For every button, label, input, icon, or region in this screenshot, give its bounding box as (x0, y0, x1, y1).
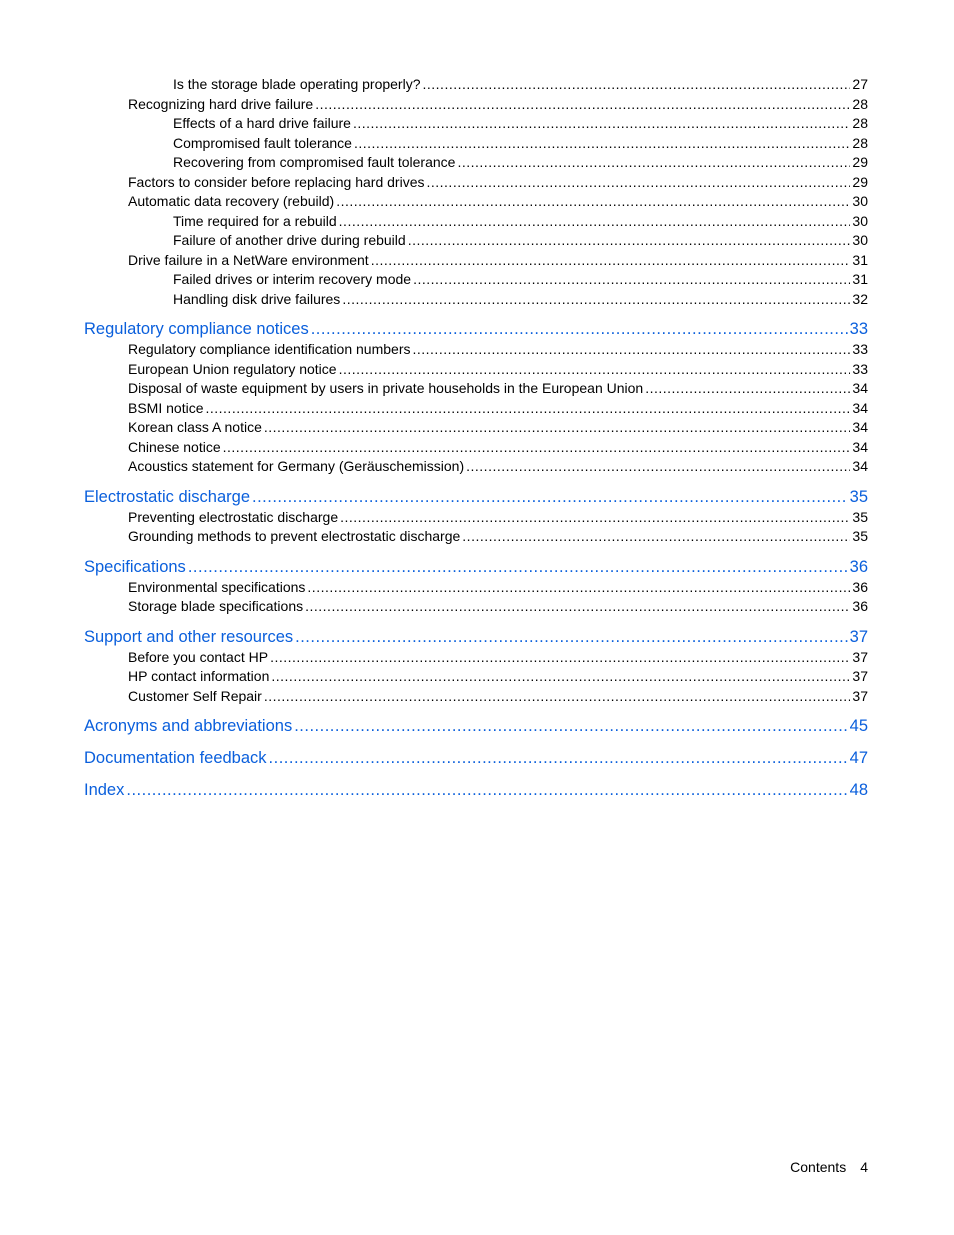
toc-section-entry[interactable] (84, 95, 868, 115)
footer-section-label: Contents (790, 1159, 847, 1175)
toc-entry-title: Before you contact HP (128, 648, 269, 665)
toc-chapter-entry[interactable] (84, 715, 868, 737)
toc-page-number: 33 (852, 341, 868, 357)
toc-section-entry[interactable] (84, 212, 868, 232)
toc-chapter-entry[interactable] (84, 318, 868, 340)
toc-page-number: 47 (849, 749, 868, 767)
toc-dot-leader (371, 251, 851, 271)
toc-entry-title: Storage blade specifications (128, 598, 304, 614)
toc-dot-leader (354, 134, 850, 154)
toc-dot-leader (295, 626, 848, 648)
toc-page-number: 30 (852, 193, 868, 209)
toc-page-number: 34 (852, 419, 868, 435)
toc-section-entry[interactable] (84, 75, 868, 95)
toc-section-entry[interactable] (84, 667, 868, 687)
toc-chapter-entry[interactable] (84, 556, 868, 578)
toc-dot-leader (339, 212, 851, 232)
toc-page-number: 37 (849, 627, 868, 646)
toc-dot-leader (264, 418, 851, 438)
toc-section-entry[interactable] (84, 340, 868, 360)
toc-page-number: 48 (849, 781, 868, 799)
footer-page-number: 4 (860, 1159, 868, 1175)
toc-dot-leader (311, 318, 848, 340)
toc-dot-leader (315, 95, 850, 115)
toc-section-entry[interactable] (84, 134, 868, 154)
toc-entry-title: Effects of a hard drive failure (173, 115, 351, 131)
toc-section-entry[interactable] (84, 379, 868, 399)
toc-entry-title: Environmental specifications (128, 578, 306, 595)
toc-dot-leader (126, 779, 847, 801)
toc-dot-leader (264, 687, 851, 707)
toc-dot-leader (457, 153, 850, 173)
toc-entry-title: Customer Self Repair (128, 687, 262, 704)
toc-page-number: 30 (852, 212, 868, 229)
toc-page-number: 36 (852, 598, 868, 614)
toc-dot-leader (252, 486, 848, 508)
toc-page-number: 31 (852, 251, 868, 268)
toc-dot-leader (294, 715, 847, 737)
toc-chapter-entry[interactable] (84, 486, 868, 508)
toc-dot-leader (645, 379, 850, 399)
toc-page-number: 45 (849, 717, 868, 735)
toc-section-entry[interactable] (84, 648, 868, 668)
toc-dot-leader (462, 527, 850, 547)
toc-section-entry[interactable] (84, 457, 868, 477)
toc-entry-title: Is the storage blade operating properly? (173, 76, 421, 92)
toc-section-entry[interactable] (84, 290, 868, 310)
toc-section-entry[interactable] (84, 270, 868, 290)
toc-dot-leader (271, 667, 850, 687)
toc-page-number: 36 (849, 557, 868, 576)
toc-page-number: 29 (852, 173, 868, 190)
toc-entry-title: Preventing electrostatic discharge (128, 508, 339, 525)
toc-dot-leader (426, 173, 850, 193)
toc-dot-leader (466, 457, 850, 477)
toc-entry-title: Factors to consider before replacing hard drives (128, 173, 425, 190)
toc-section-entry[interactable] (84, 360, 868, 380)
toc-page-number: 34 (852, 438, 868, 455)
toc-dot-leader (408, 231, 851, 251)
toc-entry-title: Electrostatic discharge (84, 487, 250, 506)
toc-chapter-entry[interactable] (84, 779, 868, 801)
toc-dot-leader (339, 360, 851, 380)
toc-dot-leader (188, 556, 848, 578)
table-of-contents (84, 75, 868, 801)
toc-page-number: 34 (852, 458, 868, 474)
toc-entry-title: Korean class A notice (128, 419, 262, 435)
toc-page-number: 37 (852, 648, 868, 665)
toc-entry-title: Automatic data recovery (rebuild) (128, 193, 335, 209)
toc-entry-title: Specifications (84, 557, 186, 576)
toc-page-number: 32 (852, 290, 868, 307)
toc-entry-title: Handling disk drive failures (173, 290, 341, 307)
toc-dot-leader (270, 648, 850, 668)
toc-entry-title: Support and other resources (84, 627, 294, 646)
toc-page-number: 34 (852, 399, 868, 416)
toc-section-entry[interactable] (84, 114, 868, 134)
toc-entry-title: Documentation feedback (84, 749, 267, 767)
toc-page-number: 29 (852, 154, 868, 170)
toc-dot-leader (336, 192, 850, 212)
toc-page-number: 28 (852, 115, 868, 131)
toc-dot-leader (269, 747, 848, 769)
toc-page-number: 34 (852, 380, 868, 396)
toc-entry-title: Index (84, 781, 125, 799)
toc-section-entry[interactable] (84, 687, 868, 707)
toc-entry-title: Failed drives or interim recovery mode (173, 271, 412, 287)
toc-entry-title: Drive failure in a NetWare environment (128, 251, 369, 268)
toc-entry-title: Regulatory compliance notices (84, 320, 309, 338)
toc-entry-title: Acoustics statement for Germany (Geräuschemission) (128, 458, 465, 474)
toc-page-number: 33 (852, 360, 868, 377)
toc-section-entry[interactable] (84, 192, 868, 212)
toc-dot-leader (342, 290, 850, 310)
toc-page-number: 37 (852, 687, 868, 704)
toc-page-number: 36 (852, 578, 868, 595)
toc-entry-title: Disposal of waste equipment by users in private households in the European Union (128, 380, 644, 396)
toc-chapter-entry[interactable] (84, 626, 868, 648)
toc-page-number: 35 (849, 487, 868, 506)
toc-entry-title: European Union regulatory notice (128, 360, 337, 377)
toc-entry-title: Grounding methods to prevent electrostatic discharge (128, 528, 461, 544)
toc-dot-leader (340, 508, 850, 528)
toc-page-number: 35 (852, 528, 868, 544)
toc-section-entry[interactable] (84, 578, 868, 598)
toc-page-number: 33 (849, 320, 868, 338)
toc-entry-title: Chinese notice (128, 438, 221, 455)
toc-entry-title: Recognizing hard drive failure (128, 95, 314, 112)
toc-entry-title: Recovering from compromised fault tolerance (173, 154, 456, 170)
toc-section-entry[interactable] (84, 527, 868, 547)
toc-dot-leader (413, 270, 850, 290)
toc-chapter-entry[interactable] (84, 747, 868, 769)
toc-entry-title: Regulatory compliance identification numbers (128, 341, 411, 357)
toc-entry-title: Failure of another drive during rebuild (173, 232, 406, 248)
toc-page-number: 28 (852, 95, 868, 112)
toc-section-entry[interactable] (84, 438, 868, 458)
toc-dot-leader (205, 399, 850, 419)
toc-dot-leader (353, 114, 850, 134)
page-footer (790, 1158, 868, 1177)
toc-section-entry[interactable] (84, 597, 868, 617)
toc-page-number: 35 (852, 508, 868, 525)
toc-entry-title: Time required for a rebuild (173, 212, 337, 229)
toc-section-entry[interactable] (84, 399, 868, 419)
toc-dot-leader (223, 438, 851, 458)
toc-page-number: 30 (852, 232, 868, 248)
toc-dot-leader (305, 597, 850, 617)
toc-section-entry[interactable] (84, 418, 868, 438)
toc-dot-leader (412, 340, 850, 360)
toc-page-number: 37 (852, 668, 868, 684)
toc-entry-title: Compromised fault tolerance (173, 134, 352, 151)
toc-entry-title: BSMI notice (128, 399, 204, 416)
toc-section-entry[interactable] (84, 231, 868, 251)
toc-page-number: 31 (852, 271, 868, 287)
toc-section-entry[interactable] (84, 251, 868, 271)
toc-entry-title: Acronyms and abbreviations (84, 717, 293, 735)
toc-entry-title: HP contact information (128, 668, 270, 684)
toc-dot-leader (307, 578, 850, 598)
toc-page-number: 27 (852, 76, 868, 92)
toc-section-entry[interactable] (84, 153, 868, 173)
toc-page-number: 28 (852, 134, 868, 151)
toc-section-entry[interactable] (84, 508, 868, 528)
toc-section-entry[interactable] (84, 173, 868, 193)
toc-dot-leader (423, 75, 851, 95)
